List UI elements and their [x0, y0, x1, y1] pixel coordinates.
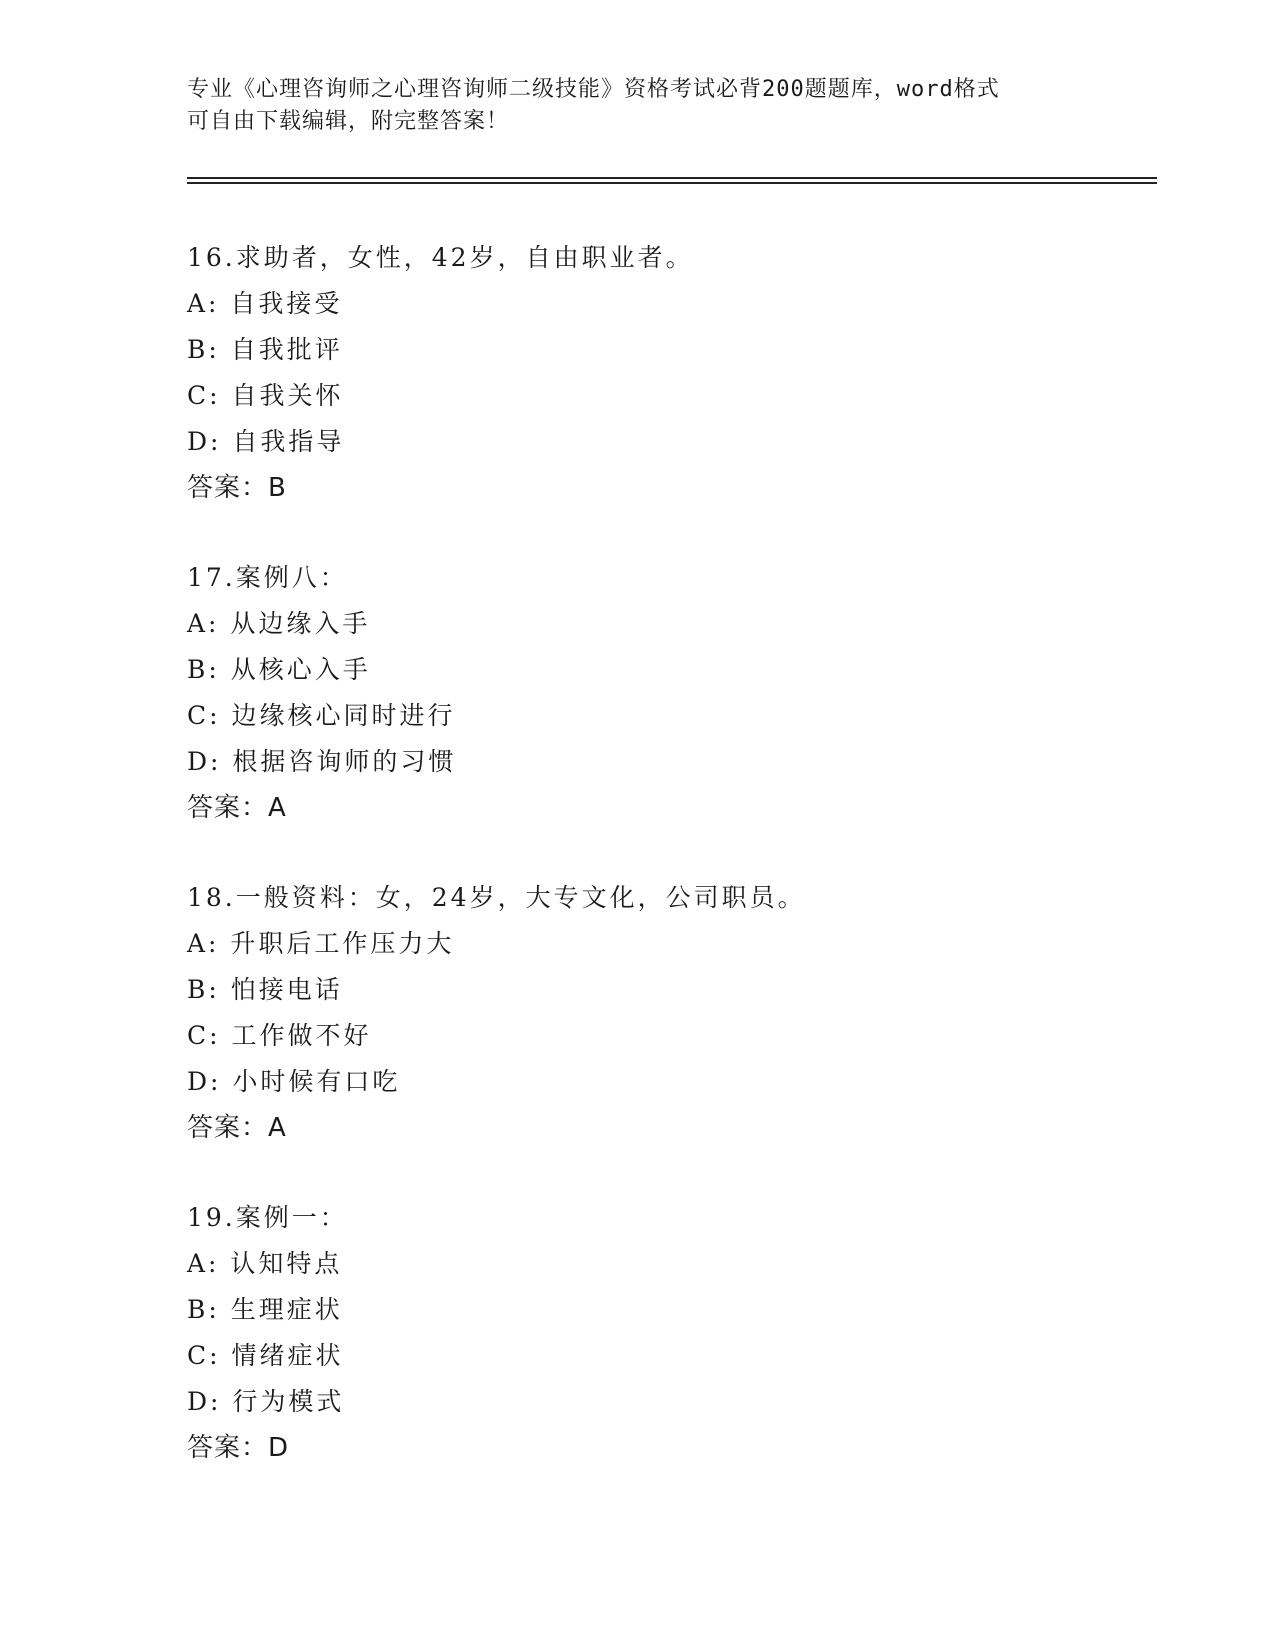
header-line-2: 可自由下载编辑，附完整答案！	[187, 109, 510, 134]
option-d: D: 根据咨询师的习惯	[187, 747, 457, 776]
option-b: B: 从核心入手	[187, 655, 371, 684]
answer-line: 答案：D	[187, 1433, 290, 1463]
option-a: A: 认知特点	[187, 1249, 343, 1278]
option-c: C: 边缘核心同时进行	[187, 701, 456, 730]
header-divider-top	[187, 177, 1157, 179]
question-17	[187, 555, 1087, 831]
option-a: A: 自我接受	[187, 289, 343, 318]
question-stem: 19.案例一：	[187, 1203, 348, 1232]
option-c: C: 工作做不好	[187, 1021, 372, 1050]
question-stem: 16.求助者，女性，42岁，自由职业者。	[187, 243, 694, 272]
option-b: B: 怕接电话	[187, 975, 343, 1004]
question-19	[187, 1195, 1087, 1471]
answer-line: 答案：B	[187, 473, 287, 503]
option-d: D: 小时候有口吃	[187, 1067, 401, 1096]
question-stem: 17.案例八：	[187, 563, 348, 592]
document-header	[187, 74, 1067, 138]
option-b: B: 自我批评	[187, 335, 343, 364]
option-d: D: 行为模式	[187, 1387, 345, 1416]
option-a: A: 升职后工作压力大	[187, 929, 455, 958]
question-18	[187, 875, 1087, 1151]
option-c: C: 情绪症状	[187, 1341, 344, 1370]
option-a: A: 从边缘入手	[187, 609, 371, 638]
option-d: D: 自我指导	[187, 427, 345, 456]
option-b: B: 生理症状	[187, 1295, 343, 1324]
question-16	[187, 235, 1087, 511]
question-stem: 18.一般资料：女，24岁，大专文化，公司职员。	[187, 883, 806, 912]
answer-line: 答案：A	[187, 793, 287, 823]
header-line-1: 专业《心理咨询师之心理咨询师二级技能》资格考试必背200题题库，word格式	[187, 77, 1000, 102]
option-c: C: 自我关怀	[187, 381, 344, 410]
answer-line: 答案：A	[187, 1113, 287, 1143]
header-divider-bottom	[187, 182, 1157, 184]
